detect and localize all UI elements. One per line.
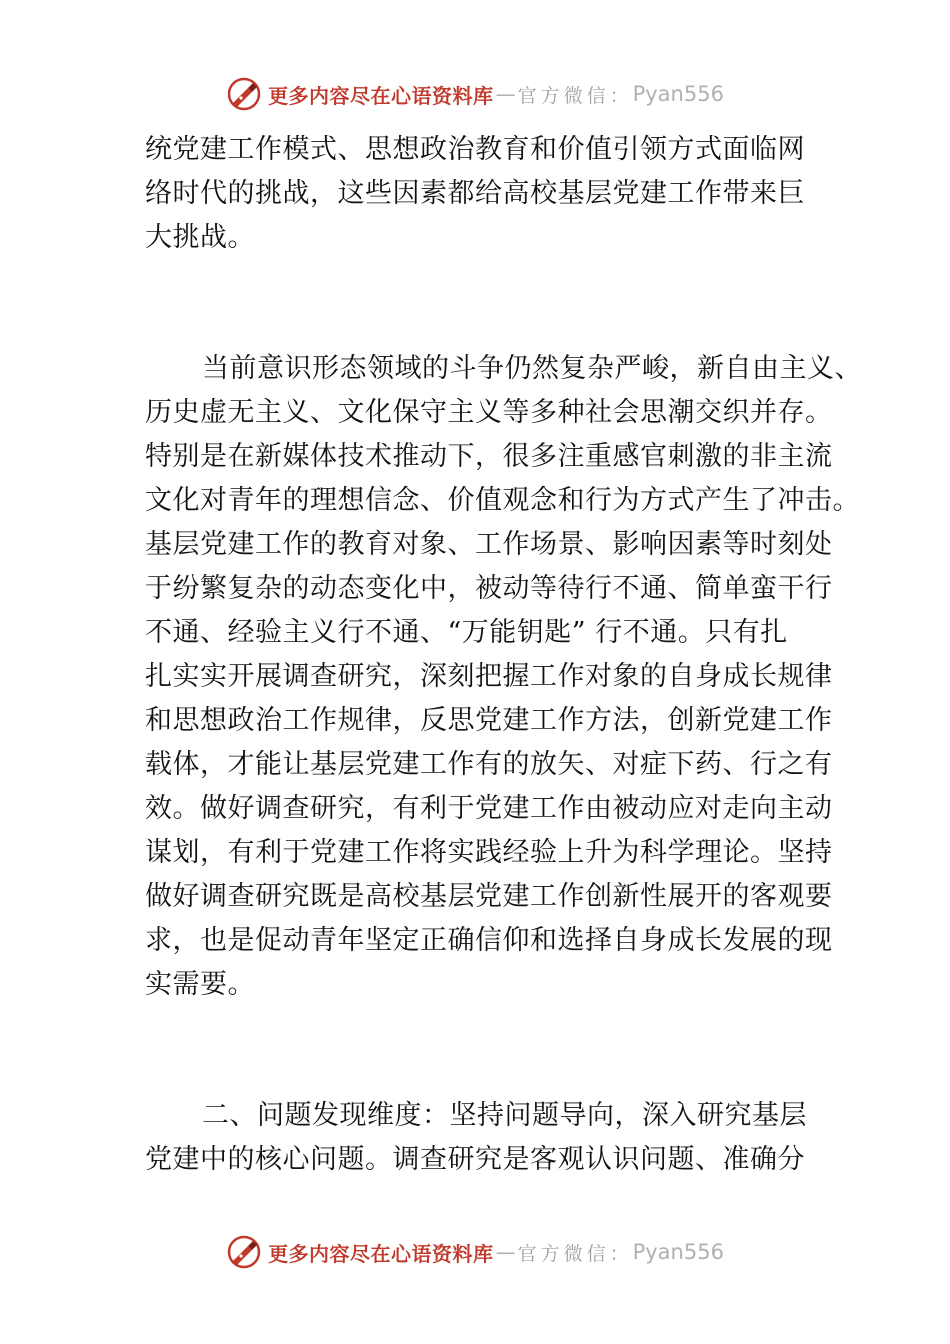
text-line: 效。做好调查研究，有利于党建工作由被动应对走向主动 xyxy=(145,793,833,824)
text-line: 谋划，有利于党建工作将实践经验上升为科学理论。坚持 xyxy=(145,837,833,868)
watermark-label: 官方微信： xyxy=(517,1242,633,1265)
watermark-brand: 更多内容尽在心语资料库 xyxy=(268,1241,494,1266)
paragraph xyxy=(145,1094,840,1182)
text-line: 统党建工作模式、思想政治教育和价值引领方式面临网 xyxy=(145,134,805,165)
text-line: 文化对青年的理想信念、价值观念和行为方式产生了冲击。 xyxy=(145,485,860,516)
footer-watermark xyxy=(0,1232,950,1272)
text-line: 特别是在新媒体技术推动下，很多注重感官刺激的非主流 xyxy=(145,441,833,472)
watermark-wechat-id: Pyan556 xyxy=(632,82,724,106)
text-line: 实需要。 xyxy=(145,969,255,1000)
document-body xyxy=(145,128,862,1182)
text-line: 络时代的挑战，这些因素都给高校基层党建工作带来巨 xyxy=(145,178,805,209)
watermark-dash: — xyxy=(495,82,516,106)
text-line: 扎实实开展调查研究，深刻把握工作对象的自身成长规律 xyxy=(145,661,833,692)
pen-nib-icon xyxy=(226,1234,262,1270)
text-line: 载体，才能让基层党建工作有的放矢、对症下药、行之有 xyxy=(145,749,833,780)
text-line: 二、问题发现维度：坚持问题导向，深入研究基层 xyxy=(202,1100,807,1131)
text-line: 大挑战。 xyxy=(145,222,255,253)
text-line: 于纷繁复杂的动态变化中，被动等待行不通、简单蛮干行 xyxy=(145,573,833,604)
text-line: 党建中的核心问题。调查研究是客观认识问题、准确分 xyxy=(145,1144,805,1175)
text-line: 求，也是促动青年坚定正确信仰和选择自身成长发展的现 xyxy=(145,925,833,956)
text-line: 不通、经验主义行不通、“万能钥匙” 行不通。只有扎 xyxy=(145,617,788,648)
text-line: 基层党建工作的教育对象、工作场景、影响因素等时刻处 xyxy=(145,529,833,560)
text-line: 当前意识形态领域的斗争仍然复杂严峻，新自由主义、 xyxy=(202,353,862,384)
text-line: 和思想政治工作规律，反思党建工作方法，创新党建工作 xyxy=(145,705,833,736)
text-line: 做好调查研究既是高校基层党建工作创新性展开的客观要 xyxy=(145,881,833,912)
header-watermark xyxy=(0,74,950,114)
watermark-wechat-id: Pyan556 xyxy=(632,1240,724,1264)
paragraph xyxy=(145,128,840,260)
paragraph xyxy=(145,347,862,1007)
watermark-brand: 更多内容尽在心语资料库 xyxy=(268,83,494,108)
watermark-label: 官方微信： xyxy=(517,84,633,107)
text-line: 历史虚无主义、文化保守主义等多种社会思潮交织并存。 xyxy=(145,397,833,428)
watermark-dash: — xyxy=(495,1240,516,1264)
pen-nib-icon xyxy=(226,76,262,112)
